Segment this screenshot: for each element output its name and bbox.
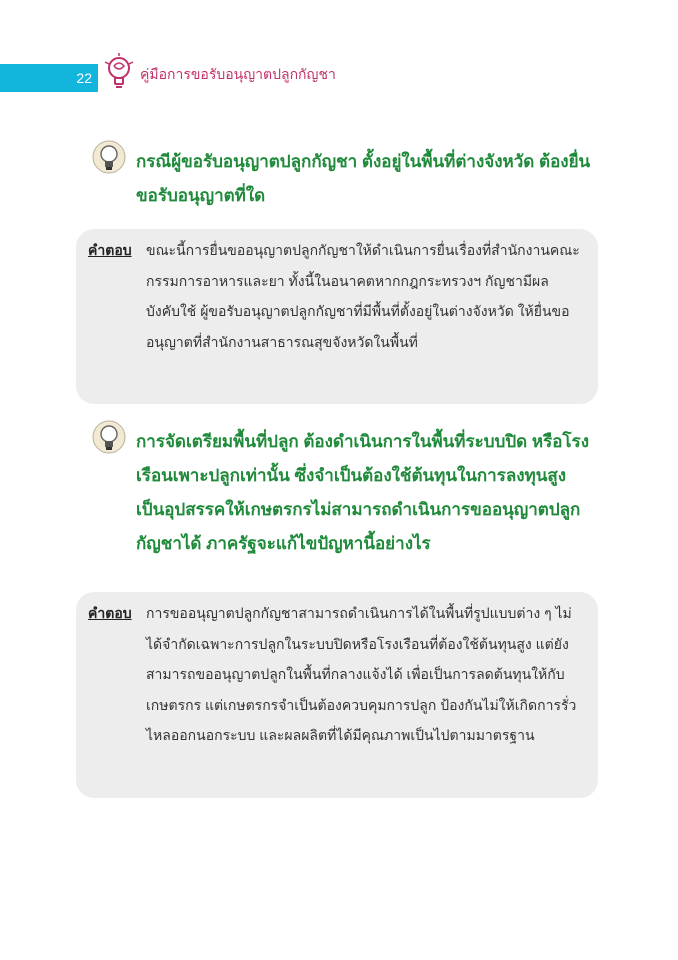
answer-label: คำตอบ [88, 242, 132, 258]
answer-text-1: ขณะนี้การยื่นขออนุญาตปลูกกัญชาให้ดำเนินการยื่นเรื่องที่สำนักงานคณะกรรมการอาหารและยา ทั้งนี้ในอนาคตหากกฎกระทรวงฯ กัญชามีผลบังคับใช้ ผู้ขอรับอนุญาตปลูกกัญชาที่มีพื้นที่ตั้งอยู่ในต่างจังหวัด ให้ยื่นขออนุญาตที่สำนักงานสาธารณสุขจังหวัดในพื้นที่ [146, 242, 580, 350]
header-title: คู่มือการขอรับอนุญาตปลูกกัญชา [140, 66, 336, 82]
question-1: กรณีผู้ขอรับอนุญาตปลูกกัญชา ตั้งอยู่ในพื้นที่ต่างจังหวัด ต้องยื่นขอรับอนุญาตที่ใด [136, 152, 591, 205]
header-bar [0, 64, 98, 92]
lightbulb-icon [90, 140, 128, 180]
lightbulb-brain-icon [102, 52, 136, 92]
page-number: 22 [76, 70, 92, 86]
question-2: การจัดเตรียมพื้นที่ปลูก ต้องดำเนินการในพื้นที่ระบบปิด หรือโรงเรือนเพาะปลูกเท่านั้น ซึ่งจำเป็นต้องใช้ต้นทุนในการลงทุนสูง เป็นอุปสรรคให้เกษตรกรไม่สามารถดำเนินการขออนุญาตปลูกกัญชาได้ ภาครัฐจะแก้ไขปัญหานี้อย่างไร [136, 432, 589, 553]
answer-label: คำตอบ [88, 605, 132, 621]
answer-box-2 [76, 592, 598, 798]
lightbulb-icon [90, 420, 128, 460]
answer-text-2: การขออนุญาตปลูกกัญชาสามารถดำเนินการได้ในพื้นที่รูปแบบต่าง ๆ ไม่ได้จำกัดเฉพาะการปลูกในระบบปิดหรือโรงเรือนที่ต้องใช้ต้นทุนสูง แต่ยังสามารถขออนุญาตปลูกในพื้นที่กลางแจ้งได้ เพื่อเป็นการลดต้นทุนให้กับเกษตรกร แต่เกษตรกรจำเป็นต้องควบคุมการปลูก ป้องกันไม่ให้เกิดการรั่วไหลออกนอกระบบ และผลผลิตที่ได้มีคุณภาพเป็นไปตามมาตรฐาน [146, 605, 577, 743]
answer-box-1 [76, 229, 598, 404]
